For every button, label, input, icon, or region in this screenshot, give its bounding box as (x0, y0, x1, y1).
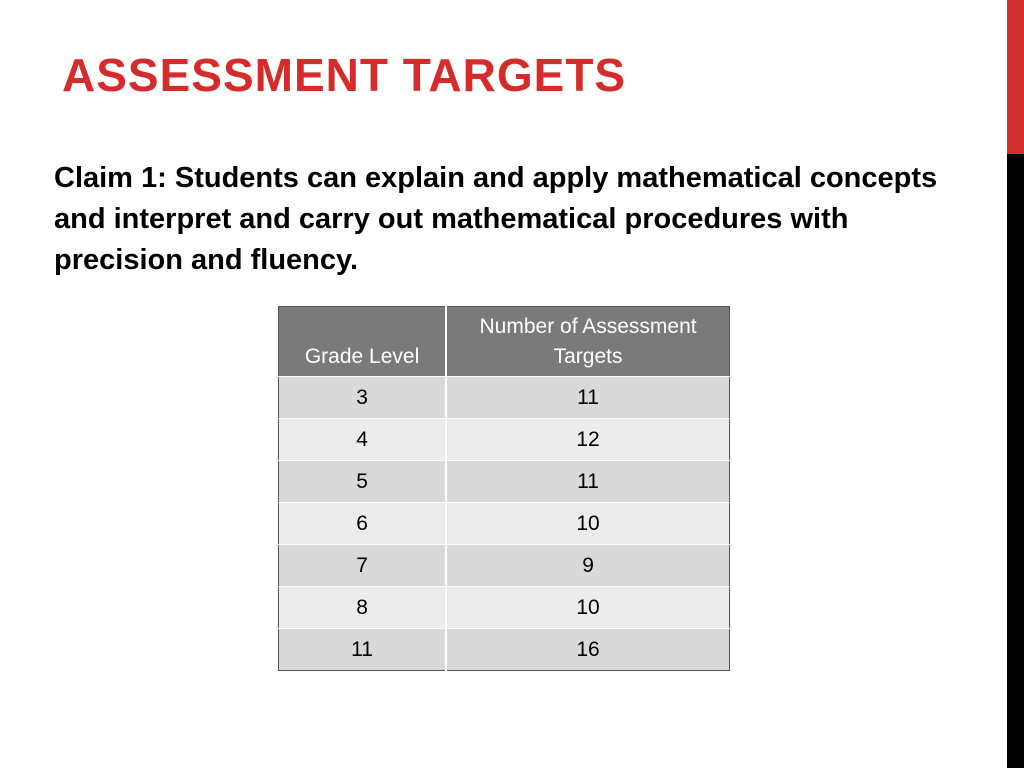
table-row (279, 419, 730, 461)
slide-title: ASSESSMENT TARGETS (62, 49, 627, 101)
header-number-of-targets: Number of Assessment Targets (446, 307, 729, 377)
cell-targets: 10 (446, 587, 729, 629)
cell-targets: 9 (446, 545, 729, 587)
cell-grade: 11 (279, 629, 447, 671)
table-row (279, 461, 730, 503)
claim-text: Claim 1: Students can explain and apply mathematical concepts and interpret and carry out mathematical procedures with precision and fluency. (54, 162, 938, 276)
cell-targets: 11 (446, 461, 729, 503)
table-row (279, 629, 730, 671)
table-row (279, 377, 730, 419)
cell-targets: 10 (446, 503, 729, 545)
cell-grade: 3 (279, 377, 447, 419)
table-header-row (279, 307, 730, 377)
cell-grade: 7 (279, 545, 447, 587)
cell-targets: 12 (446, 419, 729, 461)
cell-targets: 16 (446, 629, 729, 671)
table-row (279, 545, 730, 587)
cell-grade: 4 (279, 419, 447, 461)
cell-grade: 8 (279, 587, 447, 629)
table-row (279, 587, 730, 629)
assessment-table-container (278, 306, 730, 671)
cell-targets: 11 (446, 377, 729, 419)
cell-grade: 5 (279, 461, 447, 503)
table-row (279, 503, 730, 545)
assessment-targets-table (278, 306, 730, 671)
cell-grade: 6 (279, 503, 447, 545)
header-grade-level: Grade Level (279, 307, 447, 377)
side-accent-bar-red (1007, 0, 1024, 154)
side-accent-bar-black (1007, 154, 1024, 768)
